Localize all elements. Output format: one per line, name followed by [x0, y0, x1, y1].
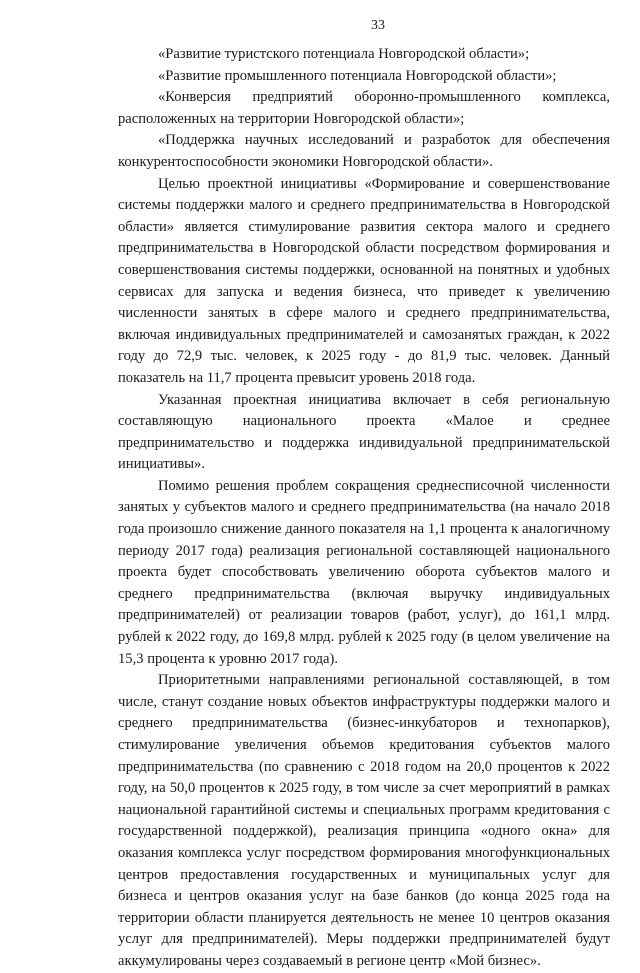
paragraph-industry: «Развитие промышленного потенциала Новгородской области»;: [158, 67, 557, 84]
paragraph-research: «Поддержка научных исследований и разработок для обеспечения конкурентоспособности экономики Новгородской области».: [118, 132, 610, 170]
paragraph-conversion: «Конверсия предприятий оборонно-промышленного комплекса, расположенных на территории Новгородской области»;: [118, 89, 610, 127]
paragraph-priorities: Приоритетными направлениями региональной составляющей, в том числе, станут создание новых объектов инфраструктуры поддержки малого и среднего предпринимательства (бизнес-инкубаторов и технопарков), стимулирование увеличения объемов кредитования субъектов малого предпринимательства (по сравнению с 2018 годом на 20,0 процентов к 2022 году, на 50,0 процентов к 2025 году, в том числе за счет мероприятий в рамках национальной гарантийной системы и специальных программ кредитования с государственной поддержкой), реализация принципа «одного окна» для оказания комплекса услуг посредством формирования многофункциональных центров предоставления государственных и муниципальных услуг для бизнеса и центров оказания услуг на базе банков (до конца 2025 года на территории области планируется деятельность не менее 10 центров оказания услуг для предпринимателей). Меры поддержки предпринимателей будут аккумулированы через создаваемый в регионе центр «Мой бизнес».: [118, 672, 610, 969]
paragraph-national-project: Указанная проектная инициатива включает в себя региональную составляющую национального проекта «Малое и среднее предпринимательство и поддержка индивидуальной предпринимательской инициативы».: [118, 391, 610, 473]
paragraph-initiative-goal: Целью проектной инициативы «Формирование и совершенствование системы поддержки малого и среднего предпринимательства в Новгородской области» является стимулирование развития сектора малого и среднего предпринимательства в Новгородской области посредством формирования и совершенствования системы поддержки, основанной на понятных и удобных сервисах для запуска и ведения бизнеса, что приведет к увеличению численности занятых в сфере малого и среднего предпринимательства, включая индивидуальных предпринимателей и самозанятых граждан, к 2022 году до 72,9 тыс. человек, к 2025 году - до 81,9 тыс. человек. Данный показатель на 11,7 процента превысит уровень 2018 года.: [118, 175, 610, 386]
paragraph-employment: Помимо решения проблем сокращения среднесписочной численности занятых у субъектов малого и среднего предпринимательства (на начало 2018 года произошло снижение данного показателя на 1,1 процента к аналогичному периоду 2017 года) реализация региональной составляющей национального проекта будет способствовать увеличению оборота субъектов малого и среднего предпринимательства (включая выручку индивидуальных предпринимателей) от реализации товаров (работ, услуг), до 161,1 млрд. рублей к 2022 году, до 169,8 млрд. рублей к 2025 году (в целом увеличение на 15,3 процента к уровню 2017 года).: [118, 477, 610, 667]
paragraph-tourism: «Развитие туристского потенциала Новгородской области»;: [158, 46, 530, 62]
page-number: 33: [371, 18, 385, 33]
